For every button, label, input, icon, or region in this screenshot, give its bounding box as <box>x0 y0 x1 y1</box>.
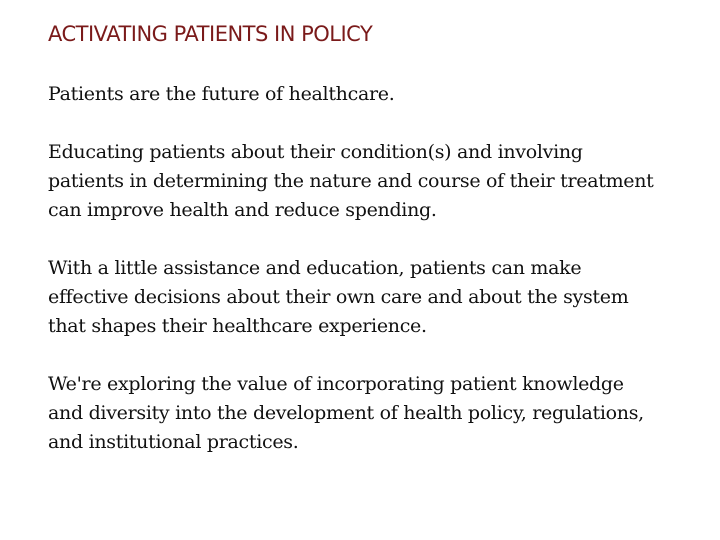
slide-title: ACTIVATING PATIENTS IN POLICY <box>48 22 373 46</box>
slide-body <box>48 80 658 486</box>
paragraph-educating: Educating patients about their condition(s) and involving patients in determining the nature and course of their treatment can improve health and reduce spending. <box>48 141 654 221</box>
paragraph-intro: Patients are the future of healthcare. <box>48 83 395 105</box>
paragraph-assistance: With a little assistance and education, patients can make effective decisions about their own care and about the system that shapes their healthcare experience. <box>48 257 629 337</box>
paragraph-exploring: We're exploring the value of incorporating patient knowledge and diversity into the development of health policy, regulations, and institutional practices. <box>48 373 644 453</box>
